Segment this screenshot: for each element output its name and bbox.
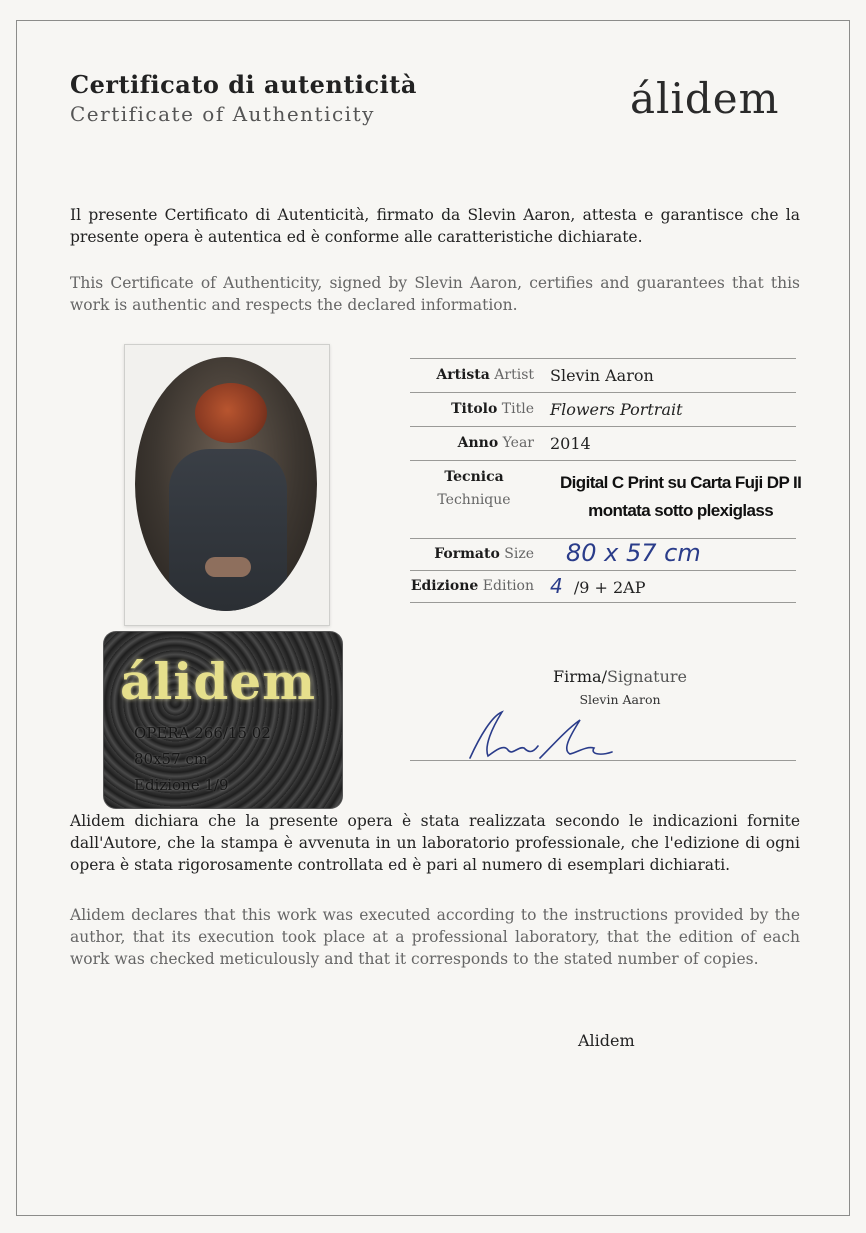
declaration-italian: Alidem dichiara che la presente opera è stata realizzata secondo le indicazioni fornite dall'Autore, che la stampa è avvenuta in un laboratorio professionale, che l'edizione di ogni opera è stata rigorosamente controllata ed è pari al numero di esemplari dichiarati. [70, 812, 800, 874]
size-value-handwritten: 80 x 57 cm [566, 539, 701, 567]
intro-english: This Certificate of Authenticity, signed by Slevin Aaron, certifies and guarantees that this work is authentic and respects the declared information. [70, 274, 800, 314]
detail-row-edition [410, 570, 796, 603]
handwritten-signature [462, 706, 622, 766]
signer-name: Slevin Aaron [579, 692, 661, 707]
hologram-size: 80x57 cm [134, 750, 209, 768]
year-value: 2014 [550, 434, 591, 453]
title-italian: Certificato di autenticità [70, 70, 417, 99]
portrait-body [169, 449, 287, 611]
portrait-hands [205, 557, 251, 577]
artist-value: Slevin Aaron [550, 366, 654, 385]
signature-line [410, 760, 796, 761]
detail-label: Anno Year [457, 435, 534, 451]
hologram-edition: Edizione 1/9 [134, 776, 229, 794]
signature-label: Firma/Signature [553, 667, 687, 686]
table-bottom-rule [410, 602, 796, 603]
intro-italian: Il presente Certificato di Autenticità, firmato da Slevin Aaron, attesta e garantisce che la presente opera è autentica ed è conforme alle caratteristiche dichiarate. [70, 206, 800, 246]
edition-value: 4 /9 + 2AP [550, 574, 646, 598]
detail-row-size [410, 538, 796, 571]
hologram-seal [104, 632, 342, 808]
detail-row-artist [410, 358, 796, 393]
artwork-photo [124, 344, 330, 626]
detail-label: Artista Artist [436, 367, 534, 383]
detail-label: Formato Size [434, 546, 534, 562]
brand-logo: álidem [630, 74, 780, 123]
hologram-opera-code: OPERA 266/15 02 [134, 724, 271, 742]
detail-label: Tecnica Technique [437, 469, 511, 508]
detail-row-title [410, 392, 796, 427]
technique-value: Digital C Print su Carta Fuji DP II montata sotto plexiglass [560, 473, 802, 520]
detail-row-technique [410, 460, 802, 539]
detail-label: Edizione Edition [410, 578, 534, 594]
hologram-brand: álidem [120, 652, 317, 711]
title-english: Certificate of Authenticity [70, 102, 375, 126]
declaration-english: Alidem declares that this work was executed according to the instructions provided by the author, that its execution took place at a professional laboratory, that the edition of each work was checked meticulously and that it corresponds to the stated number of copies. [70, 906, 800, 968]
issuer-name: Alidem [578, 1031, 635, 1050]
artwork-oval-image [135, 357, 317, 611]
detail-row-year [410, 426, 796, 461]
title-value: Flowers Portrait [550, 400, 683, 419]
portrait-flowers [195, 383, 267, 443]
detail-label: Titolo Title [451, 401, 534, 417]
